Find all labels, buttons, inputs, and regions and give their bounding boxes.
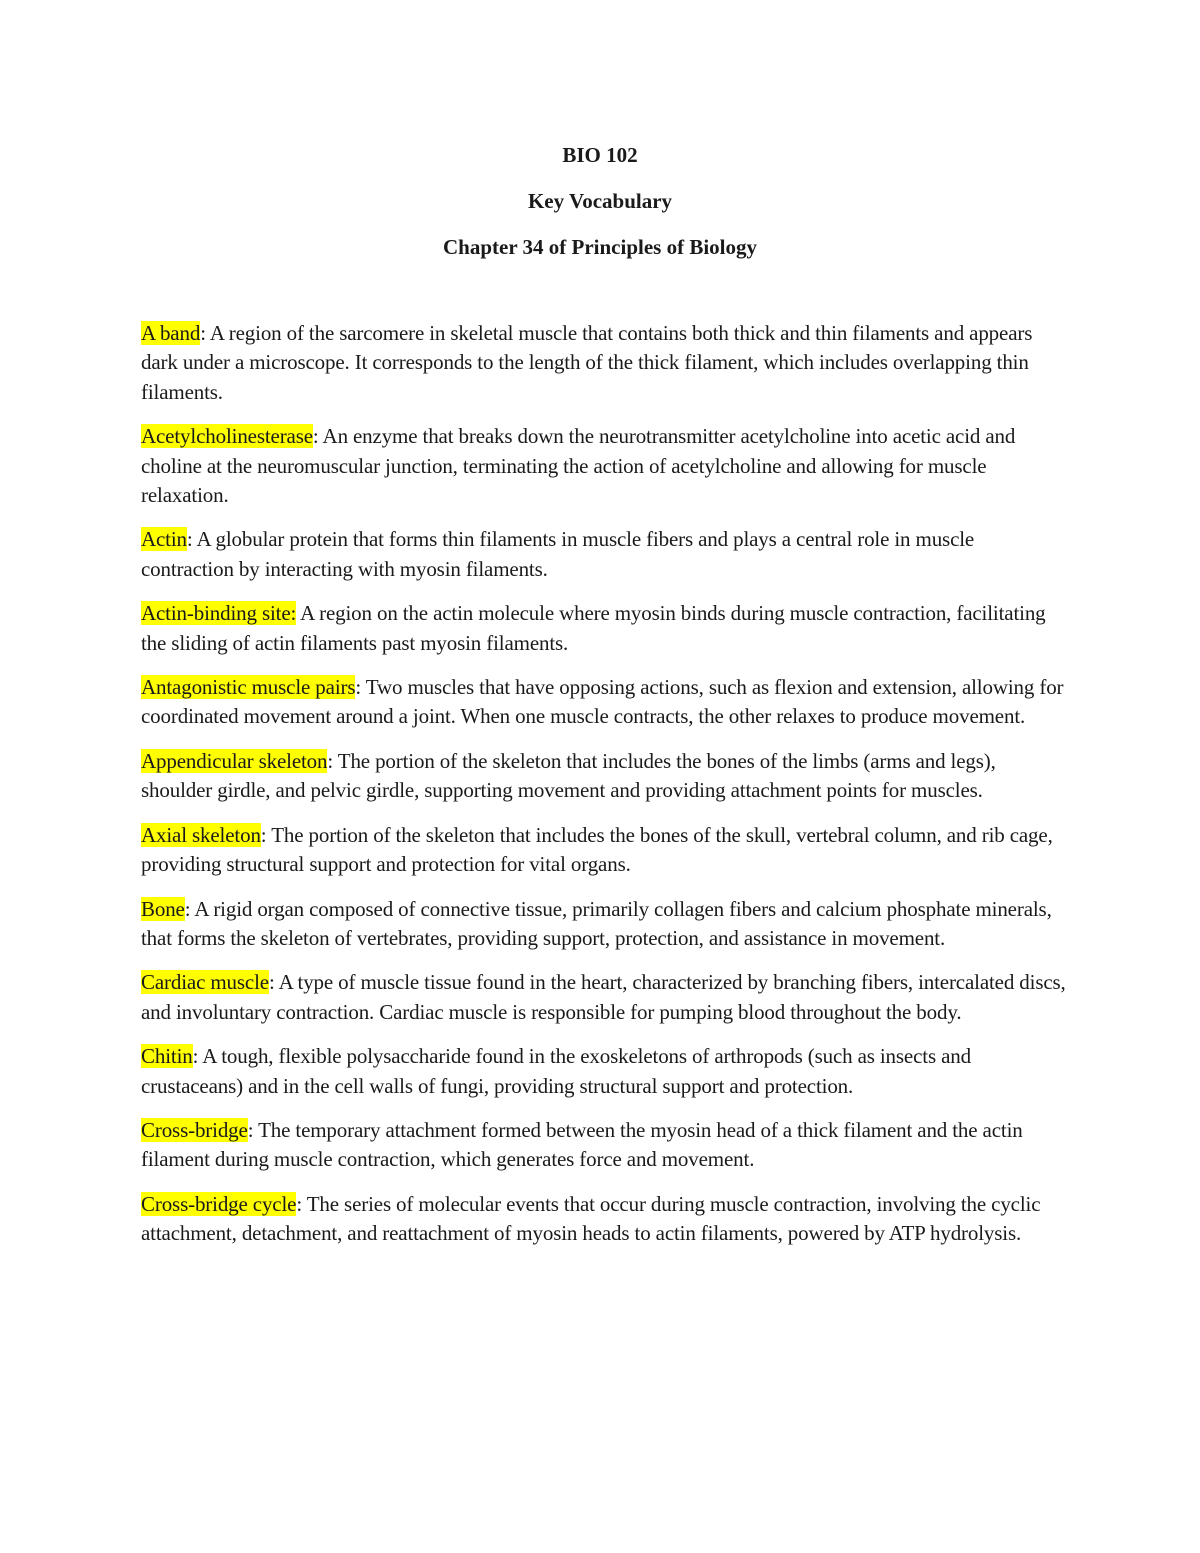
vocab-definition: : An enzyme that breaks down the neurotransmitter acetylcholine into acetic acid and choline at the neuromuscular junction, terminating the action of acetylcholine and allowing for muscle relaxation. — [141, 424, 1016, 508]
vocabulary-list — [141, 319, 1071, 1264]
course-title: BIO 102 — [562, 143, 638, 167]
vocab-definition: : The portion of the skeleton that includes the bones of the limbs (arms and legs), shoulder girdle, and pelvic girdle, supporting movement and providing attachment points for muscles. — [141, 748, 996, 803]
document-subtitle: Key Vocabulary — [527, 189, 673, 213]
vocab-term: Chitin — [141, 1044, 193, 1069]
vocab-definition: : A type of muscle tissue found in the heart, characterized by branching fibers, intercalated discs, and involuntary contraction. Cardiac muscle is responsible for pumping blood throughout the body. — [141, 970, 1066, 1024]
vocab-entry — [141, 821, 1071, 880]
vocab-definition: : Two muscles that have opposing actions, such as flexion and extension, allowing for coordinated movement around a joint. When one muscle contracts, the other relaxes to produce movement. — [141, 675, 1064, 729]
vocab-definition: : A tough, flexible polysaccharide found in the exoskeletons of arthropods (such as insects and crustaceans) and in the cell walls of fungi, providing structural support and protection. — [141, 1044, 971, 1098]
vocab-entry — [141, 968, 1071, 1027]
vocab-term: Actin — [141, 527, 187, 552]
vocab-entry — [141, 1116, 1071, 1175]
vocab-term: Cross-bridge cycle — [141, 1191, 297, 1216]
document-heading — [0, 140, 1200, 278]
vocab-term: Actin-binding site: — [141, 601, 297, 626]
vocab-entry — [141, 422, 1071, 510]
vocab-term: Bone — [141, 896, 185, 921]
vocab-term: Antagonistic muscle pairs — [141, 675, 356, 700]
vocab-term: Appendicular skeleton — [141, 748, 328, 773]
vocab-term: Cross-bridge — [141, 1117, 248, 1142]
vocab-term: Acetylcholinesterase — [141, 424, 313, 449]
vocab-entry — [141, 319, 1071, 407]
vocab-entry — [141, 747, 1071, 806]
vocab-term: A band — [141, 321, 201, 345]
vocab-definition: : The portion of the skeleton that includes the bones of the skull, vertebral column, and rib cage, providing structural support and protection for vital organs. — [141, 822, 1053, 877]
vocab-definition: : The temporary attachment formed between the myosin head of a thick filament and the actin filament during muscle contraction, which generates force and movement. — [141, 1117, 1023, 1172]
vocab-entry — [141, 525, 1071, 584]
vocab-definition: A region on the actin molecule where myosin binds during muscle contraction, facilitating the sliding of actin filaments past myosin filaments. — [141, 601, 1046, 655]
vocab-entry — [141, 895, 1071, 954]
vocab-definition: : The series of molecular events that occur during muscle contraction, involving the cyclic attachment, detachment, and reattachment of myosin heads to actin filaments, powered by ATP hydrolysis. — [141, 1191, 1041, 1246]
vocab-entry — [141, 1190, 1071, 1249]
vocab-entry — [141, 673, 1071, 732]
vocab-entry — [141, 599, 1071, 658]
vocab-definition: : A globular protein that forms thin filaments in muscle fibers and plays a central role in muscle contraction by interacting with myosin filaments. — [141, 527, 975, 581]
vocab-definition: : A region of the sarcomere in skeletal muscle that contains both thick and thin filaments and appears dark under a microscope. It corresponds to the length of the thick filament, which includes overlapping thin filaments. — [141, 321, 1033, 404]
vocab-entry — [141, 1042, 1071, 1101]
chapter-title: Chapter 34 of Principles of Biology — [442, 235, 757, 259]
vocab-definition: : A rigid organ composed of connective tissue, primarily collagen fibers and calcium phosphate minerals, that forms the skeleton of vertebrates, providing support, protection, and assistance in movement. — [141, 896, 1052, 950]
vocab-term: Cardiac muscle — [141, 970, 269, 995]
vocab-term: Axial skeleton — [141, 822, 261, 847]
